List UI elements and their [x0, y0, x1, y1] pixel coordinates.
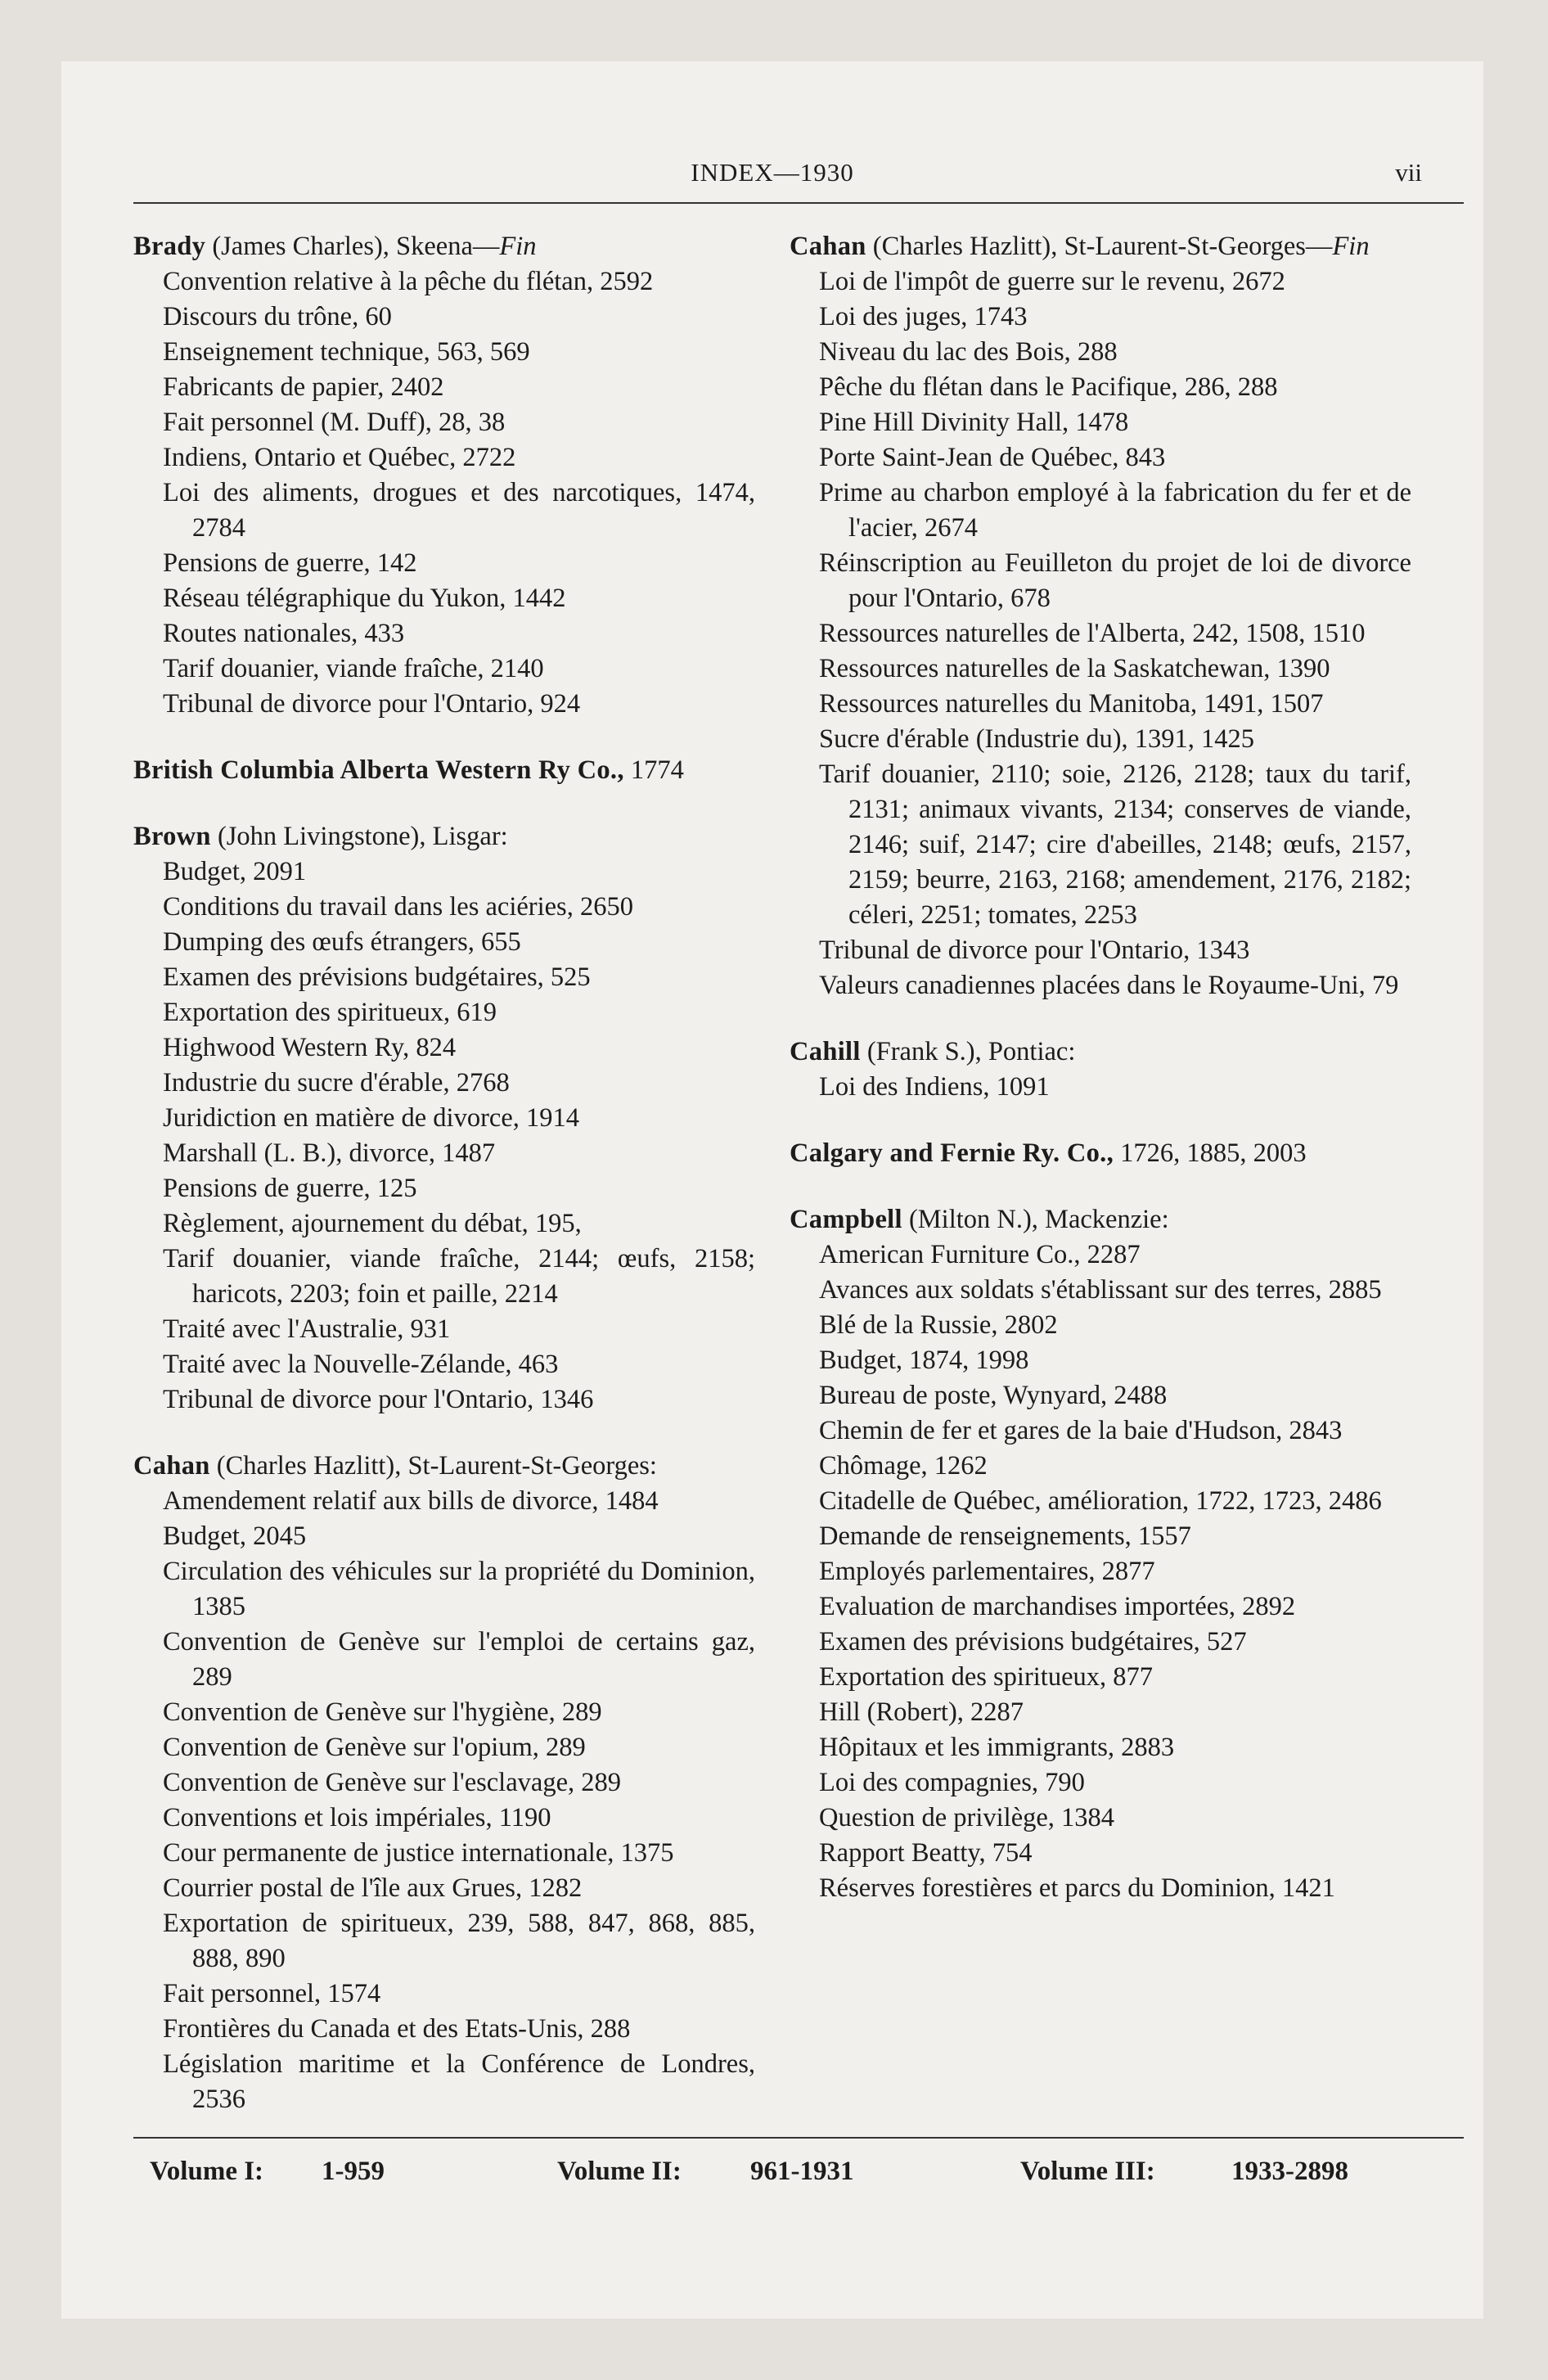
entry-details: (Charles Hazlitt), St-Laurent-St-Georges: [209, 1451, 657, 1481]
index-entry [790, 1034, 1411, 1105]
sub-entry: Cour permanente de justice internationale, 1375 [163, 1838, 674, 1868]
index-entry [133, 753, 755, 788]
entry-name: Calgary and Fernie Ry. Co., [790, 1138, 1114, 1168]
volume-1-range: 1-959 [322, 2157, 385, 2186]
sub-entry: Exportation de spiritueux, 239, 588, 847, 868, 885, 888, 890 [163, 1909, 755, 1973]
sub-entry: Hôpitaux et les immigrants, 2883 [819, 1733, 1175, 1762]
entry-details: (Frank S.), Pontiac: [860, 1037, 1076, 1066]
entry-name: Cahan [790, 232, 866, 261]
sub-entry: Circulation des véhicules sur la propriété du Dominion, 1385 [163, 1557, 755, 1621]
entry-heading [133, 753, 755, 788]
sub-entry: Loi de l'impôt de guerre sur le revenu, 2672 [819, 267, 1285, 296]
sub-entry: Tarif douanier, viande fraîche, 2140 [163, 654, 544, 683]
sub-entry: Avances aux soldats s'établissant sur des terres, 2885 [819, 1275, 1382, 1305]
sub-entry: Blé de la Russie, 2802 [819, 1310, 1058, 1340]
sub-entry: Réinscription au Feuilleton du projet de loi de divorce pour l'Ontario, 678 [819, 548, 1411, 613]
entry-details: (Charles Hazlitt), St-Laurent-St-Georges— [866, 232, 1333, 261]
sub-entry: Rapport Beatty, 754 [819, 1838, 1033, 1868]
sub-entry: Budget, 2045 [163, 1521, 307, 1551]
header-rule [133, 202, 1464, 204]
volume-2-label: Volume II: [557, 2157, 682, 2186]
sub-entry: Fabricants de papier, 2402 [163, 372, 444, 402]
sub-entry: American Furniture Co., 2287 [819, 1240, 1141, 1269]
sub-entry: Evaluation de marchandises importées, 2892 [819, 1592, 1296, 1621]
sub-entry: Examen des prévisions budgétaires, 527 [819, 1627, 1247, 1657]
sub-entry: Loi des aliments, drogues et des narcotiques, 1474, 2784 [163, 478, 755, 543]
sub-entry: Marshall (L. B.), divorce, 1487 [163, 1138, 496, 1168]
sub-entry: Frontières du Canada et des Etats-Unis, 288 [163, 2014, 631, 2044]
sub-entry: Exportation des spiritueux, 619 [163, 998, 497, 1027]
sub-entry: Hill (Robert), 2287 [819, 1697, 1024, 1727]
sub-entry: Enseignement technique, 563, 569 [163, 337, 530, 367]
index-entry [133, 229, 755, 722]
index-entry [790, 1202, 1411, 1906]
sub-entry: Budget, 2091 [163, 857, 307, 886]
sub-entry: Discours du trône, 60 [163, 302, 392, 331]
page-number: vii [1395, 158, 1422, 187]
sub-entry: Tarif douanier, viande fraîche, 2144; œufs, 2158; haricots, 2203; foin et paille, 2214 [163, 1244, 755, 1309]
sub-entry: Fait personnel, 1574 [163, 1979, 381, 2008]
entry-heading [790, 1034, 1411, 1070]
sub-entry: Législation maritime et la Conférence de Londres, 2536 [163, 2049, 755, 2114]
sub-entry: Ressources naturelles de la Saskatchewan, 1390 [819, 654, 1330, 683]
entry-details: (Milton N.), Mackenzie: [902, 1205, 1169, 1234]
sub-entry: Bureau de poste, Wynyard, 2488 [819, 1381, 1168, 1410]
sub-entry: Examen des prévisions budgétaires, 525 [163, 962, 591, 992]
sub-entry: Indiens, Ontario et Québec, 2722 [163, 443, 516, 472]
sub-entry: Employés parlementaires, 2877 [819, 1557, 1155, 1586]
index-page [61, 61, 1483, 2319]
index-entry [790, 229, 1411, 1003]
sub-entry: Chemin de fer et gares de la baie d'Hudson, 2843 [819, 1416, 1343, 1445]
sub-entry: Conditions du travail dans les aciéries, 2650 [163, 892, 633, 922]
entry-details: 1774 [623, 755, 684, 785]
sub-entry: Pine Hill Divinity Hall, 1478 [819, 408, 1129, 437]
sub-entry: Pensions de guerre, 142 [163, 548, 417, 578]
entry-heading [133, 1449, 755, 1484]
right-index-column [790, 229, 1411, 1937]
sub-entry: Convention relative à la pêche du flétan, 2592 [163, 267, 654, 296]
sub-entry: Budget, 1874, 1998 [819, 1346, 1029, 1375]
sub-entry: Fait personnel (M. Duff), 28, 38 [163, 408, 506, 437]
volume-3-label: Volume III: [1020, 2157, 1155, 2186]
entry-continuation-marker: Fin [1332, 232, 1370, 261]
index-entry [133, 1449, 755, 2117]
sub-entry: Pêche du flétan dans le Pacifique, 286, 288 [819, 372, 1278, 402]
sub-entry: Traité avec l'Australie, 931 [163, 1314, 451, 1344]
page-header [61, 158, 1483, 207]
left-index-column [133, 229, 755, 2148]
entry-name: Cahill [790, 1037, 861, 1066]
sub-entry: Exportation des spiritueux, 877 [819, 1662, 1153, 1692]
sub-entry: Tribunal de divorce pour l'Ontario, 924 [163, 689, 581, 719]
index-entry [133, 819, 755, 1418]
entry-heading [133, 229, 755, 264]
sub-entry: Tribunal de divorce pour l'Ontario, 1343 [819, 935, 1250, 965]
volume-2-range: 961-1931 [750, 2157, 854, 2186]
entry-name: Cahan [133, 1451, 210, 1481]
sub-entry: Demande de renseignements, 1557 [819, 1521, 1191, 1551]
sub-entry: Ressources naturelles de l'Alberta, 242, 1508, 1510 [819, 619, 1366, 648]
sub-entry: Convention de Genève sur l'hygiène, 289 [163, 1697, 602, 1727]
entry-heading [133, 819, 755, 854]
sub-entry: Courrier postal de l'île aux Grues, 1282 [163, 1873, 583, 1903]
volume-footer [61, 2157, 1483, 2206]
entry-name: Campbell [790, 1205, 902, 1234]
sub-entry: Juridiction en matière de divorce, 1914 [163, 1103, 580, 1133]
sub-entry: Conventions et lois impériales, 1190 [163, 1803, 551, 1832]
entry-name: Brown [133, 822, 211, 851]
entry-details: (John Livingstone), Lisgar: [210, 822, 508, 851]
entry-heading [790, 229, 1411, 264]
sub-entry: Pensions de guerre, 125 [163, 1174, 417, 1203]
sub-entry: Convention de Genève sur l'opium, 289 [163, 1733, 586, 1762]
sub-entry: Tarif douanier, 2110; soie, 2126, 2128; taux du tarif, 2131; animaux vivants, 2134; conserves de viande, 2146; suif, 2147; cire d'abeilles, 2148; œufs, 2157, 2159; beurre, 2163, 2168; amendement, 2176, 2182; céleri, 2251; tomates, 2253 [819, 760, 1411, 930]
index-entry [790, 1136, 1411, 1171]
footer-rule [133, 2137, 1464, 2139]
volume-3-range: 1933-2898 [1231, 2157, 1348, 2186]
sub-entry: Prime au charbon employé à la fabrication du fer et de l'acier, 2674 [819, 478, 1411, 543]
sub-entry: Porte Saint-Jean de Québec, 843 [819, 443, 1166, 472]
entry-continuation-marker: Fin [499, 232, 537, 261]
sub-entry: Highwood Western Ry, 824 [163, 1033, 457, 1062]
sub-entry: Traité avec la Nouvelle-Zélande, 463 [163, 1350, 559, 1379]
sub-entry: Loi des compagnies, 790 [819, 1768, 1085, 1797]
entry-details: (James Charles), Skeena— [205, 232, 500, 261]
sub-entry: Citadelle de Québec, amélioration, 1722, 1723, 2486 [819, 1486, 1382, 1516]
sub-entry: Règlement, ajournement du débat, 195, [163, 1209, 582, 1238]
entry-heading [790, 1202, 1411, 1237]
sub-entry: Convention de Genève sur l'esclavage, 289 [163, 1768, 621, 1797]
page-title: INDEX—1930 [691, 158, 854, 187]
sub-entry: Valeurs canadiennes placées dans le Royaume-Uni, 79 [819, 971, 1399, 1000]
sub-entry: Ressources naturelles du Manitoba, 1491, 1507 [819, 689, 1324, 719]
sub-entry: Tribunal de divorce pour l'Ontario, 1346 [163, 1385, 594, 1414]
sub-entry: Amendement relatif aux bills de divorce, 1484 [163, 1486, 659, 1516]
sub-entry: Loi des juges, 1743 [819, 302, 1028, 331]
sub-entry: Routes nationales, 433 [163, 619, 405, 648]
sub-entry: Question de privilège, 1384 [819, 1803, 1115, 1832]
sub-entry: Loi des Indiens, 1091 [819, 1072, 1050, 1102]
sub-entry: Niveau du lac des Bois, 288 [819, 337, 1118, 367]
sub-entry: Réserves forestières et parcs du Dominion, 1421 [819, 1873, 1335, 1903]
sub-entry: Réseau télégraphique du Yukon, 1442 [163, 584, 566, 613]
entry-details: 1726, 1885, 2003 [1114, 1138, 1307, 1168]
entry-heading [790, 1136, 1411, 1171]
entry-name: British Columbia Alberta Western Ry Co., [133, 755, 624, 785]
volume-1-label: Volume I: [150, 2157, 264, 2186]
sub-entry: Convention de Genève sur l'emploi de certains gaz, 289 [163, 1627, 755, 1692]
sub-entry: Chômage, 1262 [819, 1451, 988, 1481]
entry-name: Brady [133, 232, 206, 261]
sub-entry: Sucre d'érable (Industrie du), 1391, 1425 [819, 724, 1255, 754]
sub-entry: Dumping des œufs étrangers, 655 [163, 927, 521, 957]
sub-entry: Industrie du sucre d'érable, 2768 [163, 1068, 510, 1098]
